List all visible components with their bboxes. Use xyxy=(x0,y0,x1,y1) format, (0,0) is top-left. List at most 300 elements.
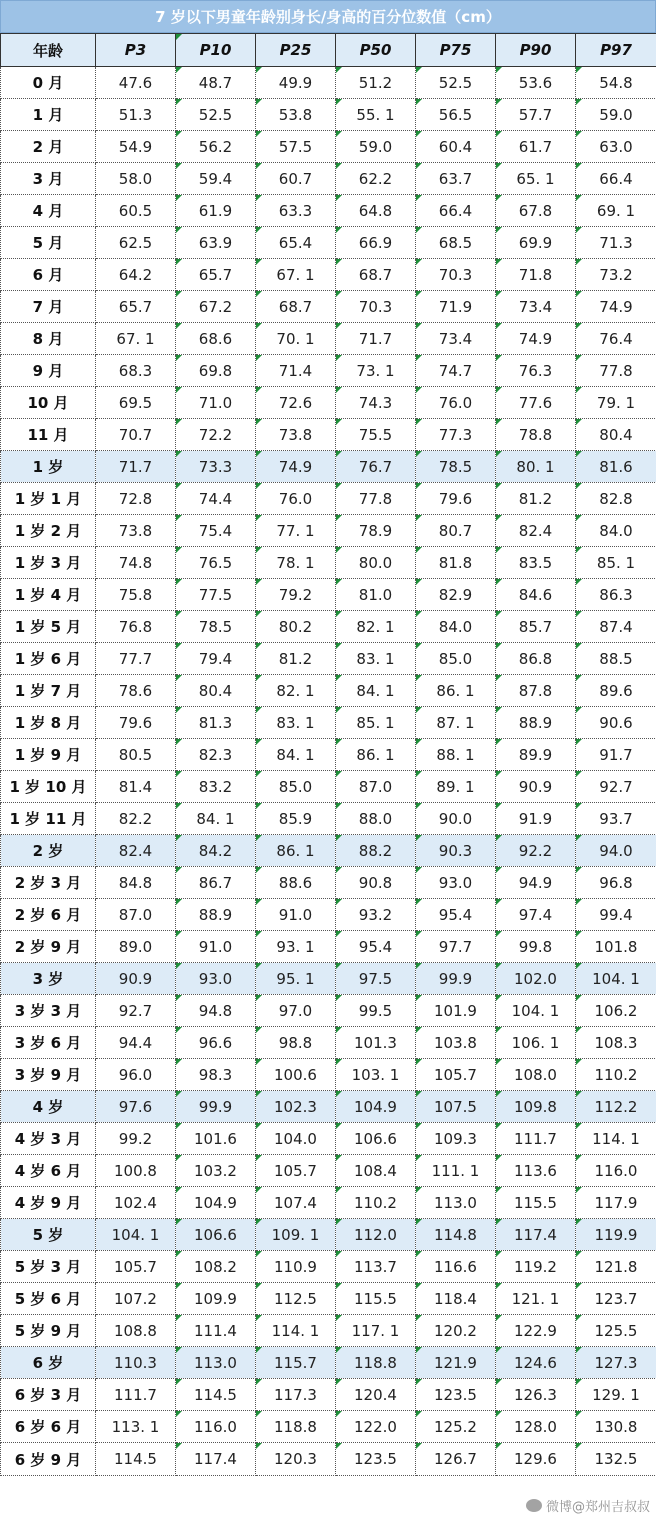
value-cell-p3[interactable] xyxy=(96,419,176,451)
value-cell-p90[interactable] xyxy=(496,1283,576,1315)
value-cell-p3[interactable] xyxy=(96,1315,176,1347)
value-cell-p50[interactable] xyxy=(336,1411,416,1443)
value-cell-p75[interactable] xyxy=(416,1123,496,1155)
value-cell-p75[interactable] xyxy=(416,1187,496,1219)
value-cell-p50[interactable] xyxy=(336,803,416,835)
value-cell-p25[interactable] xyxy=(256,707,336,739)
value-cell-p90[interactable] xyxy=(496,1123,576,1155)
value-cell-p10[interactable] xyxy=(176,1059,256,1091)
header-p25[interactable]: P25 xyxy=(256,34,336,67)
value-cell-p10[interactable] xyxy=(176,899,256,931)
value-cell-p10[interactable] xyxy=(176,1251,256,1283)
age-cell[interactable]: 5 岁 9 月 xyxy=(1,1315,96,1347)
value-cell-p25[interactable] xyxy=(256,963,336,995)
value-cell-p25[interactable] xyxy=(256,195,336,227)
value-cell-p3[interactable] xyxy=(96,611,176,643)
value-cell-p50[interactable] xyxy=(336,643,416,675)
value-cell-p97[interactable] xyxy=(576,1091,656,1123)
value-cell-p10[interactable] xyxy=(176,387,256,419)
value-cell-p3[interactable] xyxy=(96,259,176,291)
value-cell-p50[interactable] xyxy=(336,99,416,131)
value-cell-p97[interactable] xyxy=(576,515,656,547)
value-cell-p50[interactable] xyxy=(336,707,416,739)
value-cell-p50[interactable] xyxy=(336,1251,416,1283)
value-cell-p3[interactable] xyxy=(96,387,176,419)
value-cell-p10[interactable] xyxy=(176,931,256,963)
age-cell[interactable]: 6 月 xyxy=(1,259,96,291)
value-cell-p75[interactable] xyxy=(416,1347,496,1379)
value-cell-p90[interactable] xyxy=(496,1443,576,1476)
age-cell[interactable]: 1 岁 3 月 xyxy=(1,547,96,579)
value-cell-p90[interactable] xyxy=(496,1027,576,1059)
value-cell-p90[interactable] xyxy=(496,163,576,195)
value-cell-p25[interactable] xyxy=(256,451,336,483)
value-cell-p97[interactable] xyxy=(576,1219,656,1251)
age-cell[interactable]: 1 岁 4 月 xyxy=(1,579,96,611)
value-cell-p75[interactable] xyxy=(416,1251,496,1283)
value-cell-p10[interactable] xyxy=(176,1091,256,1123)
value-cell-p75[interactable] xyxy=(416,227,496,259)
value-cell-p97[interactable] xyxy=(576,483,656,515)
value-cell-p25[interactable] xyxy=(256,1091,336,1123)
value-cell-p90[interactable] xyxy=(496,419,576,451)
value-cell-p97[interactable] xyxy=(576,1315,656,1347)
value-cell-p25[interactable] xyxy=(256,131,336,163)
value-cell-p75[interactable] xyxy=(416,739,496,771)
value-cell-p90[interactable] xyxy=(496,1187,576,1219)
value-cell-p75[interactable] xyxy=(416,323,496,355)
value-cell-p75[interactable] xyxy=(416,195,496,227)
value-cell-p10[interactable] xyxy=(176,547,256,579)
value-cell-p25[interactable] xyxy=(256,419,336,451)
value-cell-p25[interactable] xyxy=(256,931,336,963)
value-cell-p3[interactable] xyxy=(96,931,176,963)
value-cell-p3[interactable] xyxy=(96,963,176,995)
value-cell-p25[interactable] xyxy=(256,291,336,323)
value-cell-p10[interactable] xyxy=(176,99,256,131)
value-cell-p75[interactable] xyxy=(416,611,496,643)
value-cell-p97[interactable] xyxy=(576,803,656,835)
value-cell-p97[interactable] xyxy=(576,1251,656,1283)
value-cell-p3[interactable] xyxy=(96,547,176,579)
value-cell-p3[interactable] xyxy=(96,195,176,227)
value-cell-p75[interactable] xyxy=(416,803,496,835)
header-p97[interactable]: P97 xyxy=(576,34,656,67)
value-cell-p90[interactable] xyxy=(496,1155,576,1187)
value-cell-p3[interactable] xyxy=(96,483,176,515)
value-cell-p25[interactable] xyxy=(256,323,336,355)
value-cell-p25[interactable] xyxy=(256,771,336,803)
value-cell-p25[interactable] xyxy=(256,227,336,259)
value-cell-p97[interactable] xyxy=(576,995,656,1027)
value-cell-p10[interactable] xyxy=(176,227,256,259)
age-cell[interactable]: 6 岁 9 月 xyxy=(1,1443,96,1476)
header-p75[interactable]: P75 xyxy=(416,34,496,67)
value-cell-p10[interactable] xyxy=(176,67,256,99)
value-cell-p25[interactable] xyxy=(256,1379,336,1411)
value-cell-p50[interactable] xyxy=(336,1379,416,1411)
value-cell-p75[interactable] xyxy=(416,1283,496,1315)
value-cell-p10[interactable] xyxy=(176,1027,256,1059)
value-cell-p90[interactable] xyxy=(496,1347,576,1379)
value-cell-p25[interactable] xyxy=(256,1155,336,1187)
value-cell-p25[interactable] xyxy=(256,67,336,99)
value-cell-p3[interactable] xyxy=(96,867,176,899)
value-cell-p75[interactable] xyxy=(416,291,496,323)
age-cell[interactable]: 3 岁 xyxy=(1,963,96,995)
value-cell-p90[interactable] xyxy=(496,547,576,579)
value-cell-p50[interactable] xyxy=(336,195,416,227)
value-cell-p10[interactable] xyxy=(176,1315,256,1347)
value-cell-p10[interactable] xyxy=(176,259,256,291)
age-cell[interactable]: 1 岁 8 月 xyxy=(1,707,96,739)
value-cell-p10[interactable] xyxy=(176,419,256,451)
value-cell-p3[interactable] xyxy=(96,515,176,547)
age-cell[interactable]: 1 岁 9 月 xyxy=(1,739,96,771)
value-cell-p25[interactable] xyxy=(256,867,336,899)
age-cell[interactable]: 1 岁 1 月 xyxy=(1,483,96,515)
value-cell-p10[interactable] xyxy=(176,163,256,195)
value-cell-p90[interactable] xyxy=(496,739,576,771)
value-cell-p97[interactable] xyxy=(576,99,656,131)
value-cell-p97[interactable] xyxy=(576,419,656,451)
value-cell-p97[interactable] xyxy=(576,1155,656,1187)
value-cell-p50[interactable] xyxy=(336,1443,416,1476)
value-cell-p75[interactable] xyxy=(416,1091,496,1123)
value-cell-p97[interactable] xyxy=(576,579,656,611)
age-cell[interactable]: 4 岁 6 月 xyxy=(1,1155,96,1187)
value-cell-p97[interactable] xyxy=(576,1123,656,1155)
value-cell-p90[interactable] xyxy=(496,291,576,323)
value-cell-p97[interactable] xyxy=(576,163,656,195)
value-cell-p90[interactable] xyxy=(496,803,576,835)
value-cell-p50[interactable] xyxy=(336,547,416,579)
value-cell-p10[interactable] xyxy=(176,1187,256,1219)
value-cell-p75[interactable] xyxy=(416,99,496,131)
value-cell-p75[interactable] xyxy=(416,771,496,803)
value-cell-p3[interactable] xyxy=(96,1411,176,1443)
value-cell-p90[interactable] xyxy=(496,355,576,387)
value-cell-p25[interactable] xyxy=(256,1187,336,1219)
value-cell-p50[interactable] xyxy=(336,419,416,451)
value-cell-p50[interactable] xyxy=(336,355,416,387)
value-cell-p25[interactable] xyxy=(256,1123,336,1155)
age-cell[interactable]: 3 岁 9 月 xyxy=(1,1059,96,1091)
value-cell-p25[interactable] xyxy=(256,1443,336,1476)
value-cell-p90[interactable] xyxy=(496,483,576,515)
value-cell-p75[interactable] xyxy=(416,931,496,963)
value-cell-p50[interactable] xyxy=(336,579,416,611)
value-cell-p50[interactable] xyxy=(336,451,416,483)
value-cell-p10[interactable] xyxy=(176,355,256,387)
value-cell-p90[interactable] xyxy=(496,931,576,963)
header-p50[interactable]: P50 xyxy=(336,34,416,67)
value-cell-p50[interactable] xyxy=(336,1347,416,1379)
value-cell-p3[interactable] xyxy=(96,1123,176,1155)
value-cell-p97[interactable] xyxy=(576,1187,656,1219)
age-cell[interactable]: 5 月 xyxy=(1,227,96,259)
value-cell-p3[interactable] xyxy=(96,803,176,835)
value-cell-p50[interactable] xyxy=(336,995,416,1027)
value-cell-p3[interactable] xyxy=(96,1091,176,1123)
value-cell-p97[interactable] xyxy=(576,259,656,291)
age-cell[interactable]: 4 岁 9 月 xyxy=(1,1187,96,1219)
value-cell-p25[interactable] xyxy=(256,1283,336,1315)
value-cell-p3[interactable] xyxy=(96,579,176,611)
value-cell-p97[interactable] xyxy=(576,67,656,99)
value-cell-p25[interactable] xyxy=(256,995,336,1027)
value-cell-p25[interactable] xyxy=(256,643,336,675)
value-cell-p75[interactable] xyxy=(416,899,496,931)
value-cell-p50[interactable] xyxy=(336,1123,416,1155)
value-cell-p25[interactable] xyxy=(256,547,336,579)
value-cell-p75[interactable] xyxy=(416,643,496,675)
value-cell-p75[interactable] xyxy=(416,963,496,995)
value-cell-p50[interactable] xyxy=(336,1091,416,1123)
value-cell-p90[interactable] xyxy=(496,675,576,707)
value-cell-p25[interactable] xyxy=(256,1347,336,1379)
value-cell-p75[interactable] xyxy=(416,995,496,1027)
age-cell[interactable]: 1 岁 xyxy=(1,451,96,483)
value-cell-p50[interactable] xyxy=(336,1155,416,1187)
value-cell-p25[interactable] xyxy=(256,99,336,131)
value-cell-p10[interactable] xyxy=(176,643,256,675)
value-cell-p25[interactable] xyxy=(256,835,336,867)
value-cell-p25[interactable] xyxy=(256,1411,336,1443)
value-cell-p3[interactable] xyxy=(96,131,176,163)
value-cell-p10[interactable] xyxy=(176,1347,256,1379)
value-cell-p90[interactable] xyxy=(496,899,576,931)
value-cell-p25[interactable] xyxy=(256,355,336,387)
value-cell-p97[interactable] xyxy=(576,771,656,803)
age-cell[interactable]: 4 岁 3 月 xyxy=(1,1123,96,1155)
value-cell-p50[interactable] xyxy=(336,931,416,963)
value-cell-p97[interactable] xyxy=(576,547,656,579)
value-cell-p90[interactable] xyxy=(496,1251,576,1283)
value-cell-p75[interactable] xyxy=(416,867,496,899)
value-cell-p10[interactable] xyxy=(176,1379,256,1411)
value-cell-p90[interactable] xyxy=(496,387,576,419)
header-p10[interactable]: P10 xyxy=(176,34,256,67)
value-cell-p75[interactable] xyxy=(416,547,496,579)
value-cell-p97[interactable] xyxy=(576,195,656,227)
value-cell-p10[interactable] xyxy=(176,515,256,547)
value-cell-p50[interactable] xyxy=(336,899,416,931)
value-cell-p25[interactable] xyxy=(256,1251,336,1283)
value-cell-p50[interactable] xyxy=(336,771,416,803)
value-cell-p50[interactable] xyxy=(336,131,416,163)
value-cell-p97[interactable] xyxy=(576,387,656,419)
value-cell-p3[interactable] xyxy=(96,67,176,99)
value-cell-p75[interactable] xyxy=(416,451,496,483)
value-cell-p75[interactable] xyxy=(416,1315,496,1347)
age-cell[interactable]: 5 岁 6 月 xyxy=(1,1283,96,1315)
value-cell-p25[interactable] xyxy=(256,899,336,931)
value-cell-p90[interactable] xyxy=(496,963,576,995)
value-cell-p10[interactable] xyxy=(176,1155,256,1187)
value-cell-p50[interactable] xyxy=(336,1187,416,1219)
value-cell-p50[interactable] xyxy=(336,739,416,771)
value-cell-p25[interactable] xyxy=(256,579,336,611)
value-cell-p50[interactable] xyxy=(336,483,416,515)
age-cell[interactable]: 2 岁 3 月 xyxy=(1,867,96,899)
value-cell-p3[interactable] xyxy=(96,1219,176,1251)
age-cell[interactable]: 1 岁 7 月 xyxy=(1,675,96,707)
value-cell-p97[interactable] xyxy=(576,1379,656,1411)
age-cell[interactable]: 10 月 xyxy=(1,387,96,419)
value-cell-p50[interactable] xyxy=(336,67,416,99)
value-cell-p90[interactable] xyxy=(496,99,576,131)
value-cell-p3[interactable] xyxy=(96,99,176,131)
value-cell-p10[interactable] xyxy=(176,1219,256,1251)
age-cell[interactable]: 1 岁 6 月 xyxy=(1,643,96,675)
value-cell-p10[interactable] xyxy=(176,707,256,739)
value-cell-p10[interactable] xyxy=(176,995,256,1027)
age-cell[interactable]: 3 岁 6 月 xyxy=(1,1027,96,1059)
value-cell-p90[interactable] xyxy=(496,227,576,259)
value-cell-p75[interactable] xyxy=(416,515,496,547)
value-cell-p3[interactable] xyxy=(96,1251,176,1283)
value-cell-p90[interactable] xyxy=(496,323,576,355)
value-cell-p50[interactable] xyxy=(336,323,416,355)
value-cell-p97[interactable] xyxy=(576,675,656,707)
age-cell[interactable]: 1 月 xyxy=(1,99,96,131)
value-cell-p10[interactable] xyxy=(176,451,256,483)
value-cell-p3[interactable] xyxy=(96,1283,176,1315)
age-cell[interactable]: 9 月 xyxy=(1,355,96,387)
value-cell-p3[interactable] xyxy=(96,899,176,931)
value-cell-p3[interactable] xyxy=(96,1187,176,1219)
header-age[interactable]: 年龄 xyxy=(1,34,96,67)
value-cell-p3[interactable] xyxy=(96,291,176,323)
value-cell-p50[interactable] xyxy=(336,1315,416,1347)
value-cell-p3[interactable] xyxy=(96,739,176,771)
value-cell-p75[interactable] xyxy=(416,835,496,867)
value-cell-p90[interactable] xyxy=(496,195,576,227)
value-cell-p10[interactable] xyxy=(176,323,256,355)
value-cell-p3[interactable] xyxy=(96,1443,176,1476)
value-cell-p50[interactable] xyxy=(336,515,416,547)
value-cell-p75[interactable] xyxy=(416,1443,496,1476)
value-cell-p3[interactable] xyxy=(96,451,176,483)
header-p3[interactable]: P3 xyxy=(96,34,176,67)
value-cell-p10[interactable] xyxy=(176,195,256,227)
age-cell[interactable]: 5 岁 xyxy=(1,1219,96,1251)
value-cell-p50[interactable] xyxy=(336,1219,416,1251)
value-cell-p90[interactable] xyxy=(496,1219,576,1251)
value-cell-p97[interactable] xyxy=(576,1443,656,1476)
value-cell-p3[interactable] xyxy=(96,675,176,707)
value-cell-p97[interactable] xyxy=(576,1027,656,1059)
value-cell-p90[interactable] xyxy=(496,579,576,611)
value-cell-p3[interactable] xyxy=(96,707,176,739)
value-cell-p50[interactable] xyxy=(336,963,416,995)
value-cell-p97[interactable] xyxy=(576,291,656,323)
value-cell-p75[interactable] xyxy=(416,579,496,611)
value-cell-p25[interactable] xyxy=(256,515,336,547)
value-cell-p97[interactable] xyxy=(576,739,656,771)
value-cell-p10[interactable] xyxy=(176,739,256,771)
value-cell-p75[interactable] xyxy=(416,1059,496,1091)
age-cell[interactable]: 3 岁 3 月 xyxy=(1,995,96,1027)
age-cell[interactable]: 1 岁 10 月 xyxy=(1,771,96,803)
value-cell-p50[interactable] xyxy=(336,867,416,899)
age-cell[interactable]: 6 岁 3 月 xyxy=(1,1379,96,1411)
value-cell-p90[interactable] xyxy=(496,995,576,1027)
value-cell-p90[interactable] xyxy=(496,131,576,163)
value-cell-p3[interactable] xyxy=(96,1027,176,1059)
value-cell-p97[interactable] xyxy=(576,227,656,259)
value-cell-p10[interactable] xyxy=(176,579,256,611)
value-cell-p3[interactable] xyxy=(96,995,176,1027)
value-cell-p10[interactable] xyxy=(176,483,256,515)
value-cell-p50[interactable] xyxy=(336,259,416,291)
value-cell-p3[interactable] xyxy=(96,1059,176,1091)
value-cell-p50[interactable] xyxy=(336,1059,416,1091)
value-cell-p75[interactable] xyxy=(416,259,496,291)
value-cell-p10[interactable] xyxy=(176,1123,256,1155)
value-cell-p97[interactable] xyxy=(576,707,656,739)
value-cell-p90[interactable] xyxy=(496,1411,576,1443)
age-cell[interactable]: 4 月 xyxy=(1,195,96,227)
value-cell-p90[interactable] xyxy=(496,515,576,547)
value-cell-p97[interactable] xyxy=(576,835,656,867)
value-cell-p90[interactable] xyxy=(496,707,576,739)
age-cell[interactable]: 2 岁 6 月 xyxy=(1,899,96,931)
age-cell[interactable]: 0 月 xyxy=(1,67,96,99)
age-cell[interactable]: 6 岁 6 月 xyxy=(1,1411,96,1443)
value-cell-p3[interactable] xyxy=(96,1347,176,1379)
value-cell-p97[interactable] xyxy=(576,643,656,675)
value-cell-p3[interactable] xyxy=(96,1379,176,1411)
age-cell[interactable]: 1 岁 2 月 xyxy=(1,515,96,547)
value-cell-p97[interactable] xyxy=(576,1283,656,1315)
value-cell-p90[interactable] xyxy=(496,611,576,643)
value-cell-p3[interactable] xyxy=(96,323,176,355)
value-cell-p75[interactable] xyxy=(416,355,496,387)
value-cell-p50[interactable] xyxy=(336,675,416,707)
value-cell-p90[interactable] xyxy=(496,1091,576,1123)
value-cell-p10[interactable] xyxy=(176,867,256,899)
age-cell[interactable]: 2 月 xyxy=(1,131,96,163)
value-cell-p3[interactable] xyxy=(96,643,176,675)
value-cell-p75[interactable] xyxy=(416,67,496,99)
value-cell-p90[interactable] xyxy=(496,451,576,483)
value-cell-p3[interactable] xyxy=(96,835,176,867)
value-cell-p97[interactable] xyxy=(576,131,656,163)
value-cell-p50[interactable] xyxy=(336,387,416,419)
value-cell-p25[interactable] xyxy=(256,1027,336,1059)
value-cell-p50[interactable] xyxy=(336,227,416,259)
age-cell[interactable]: 1 岁 11 月 xyxy=(1,803,96,835)
value-cell-p50[interactable] xyxy=(336,291,416,323)
value-cell-p3[interactable] xyxy=(96,355,176,387)
value-cell-p50[interactable] xyxy=(336,611,416,643)
value-cell-p10[interactable] xyxy=(176,611,256,643)
value-cell-p10[interactable] xyxy=(176,131,256,163)
value-cell-p75[interactable] xyxy=(416,1411,496,1443)
age-cell[interactable]: 2 岁 xyxy=(1,835,96,867)
value-cell-p3[interactable] xyxy=(96,1155,176,1187)
age-cell[interactable]: 7 月 xyxy=(1,291,96,323)
value-cell-p25[interactable] xyxy=(256,1059,336,1091)
value-cell-p10[interactable] xyxy=(176,1411,256,1443)
value-cell-p10[interactable] xyxy=(176,963,256,995)
value-cell-p25[interactable] xyxy=(256,163,336,195)
age-cell[interactable]: 6 岁 xyxy=(1,1347,96,1379)
value-cell-p97[interactable] xyxy=(576,1347,656,1379)
value-cell-p25[interactable] xyxy=(256,611,336,643)
